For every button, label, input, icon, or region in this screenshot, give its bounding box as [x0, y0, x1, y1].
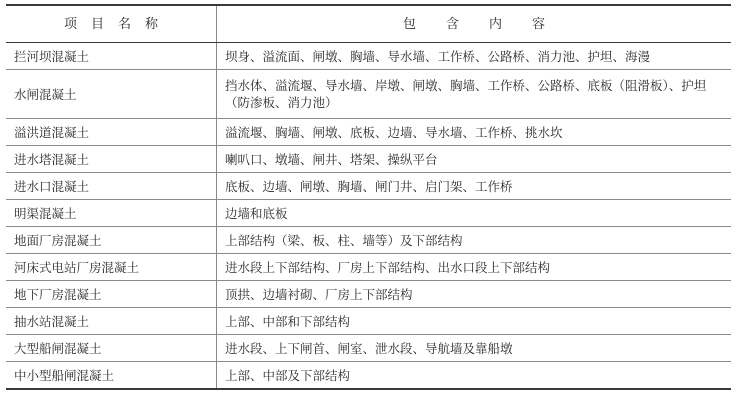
table-row: [6, 43, 731, 70]
row-item-name: 河床式电站厂房混凝土: [6, 254, 217, 281]
row-content: 进水段、上下闸首、闸室、泄水段、导航墙及靠船墩: [217, 335, 732, 362]
row-item-name: 进水塔混凝土: [6, 146, 217, 173]
row-content: 边墙和底板: [217, 200, 732, 227]
table-row: [6, 200, 731, 227]
row-item-name: 地下厂房混凝土: [6, 281, 217, 308]
table-row: [6, 254, 731, 281]
row-content: 进水段上下部结构、厂房上下部结构、出水口段上下部结构: [217, 254, 732, 281]
row-content: 坝身、溢流面、闸墩、胸墙、导水墙、工作桥、公路桥、消力池、护坦、海漫: [217, 43, 732, 70]
table-row: [6, 146, 731, 173]
row-content: 上部、中部及下部结构: [217, 362, 732, 390]
row-content: 上部、中部和下部结构: [217, 308, 732, 335]
table-row: [6, 308, 731, 335]
row-item-name: 大型船闸混凝土: [6, 335, 217, 362]
table-row: [6, 362, 731, 390]
table-row: [6, 227, 731, 254]
row-item-name: 水闸混凝土: [6, 70, 217, 119]
table-row: [6, 70, 731, 119]
row-content: 喇叭口、墩墙、闸井、塔架、操纵平台: [217, 146, 732, 173]
table-row: [6, 281, 731, 308]
row-content: 溢流堰、胸墙、闸墩、底板、边墙、导水墙、工作桥、挑水坎: [217, 119, 732, 146]
header-item-name: 项目名称: [6, 5, 217, 43]
row-content: 挡水体、溢流堰、导水墙、岸墩、闸墩、胸墙、工作桥、公路桥、底板（阻滑板）、护坦（防渗板、消力池）: [217, 70, 732, 119]
row-item-name: 拦河坝混凝土: [6, 43, 217, 70]
row-item-name: 明渠混凝土: [6, 200, 217, 227]
row-item-name: 抽水站混凝土: [6, 308, 217, 335]
row-item-name: 地面厂房混凝土: [6, 227, 217, 254]
table-header: [6, 5, 731, 43]
row-item-name: 进水口混凝土: [6, 173, 217, 200]
concrete-items-table: [6, 4, 731, 390]
concrete-items-table-container: [6, 4, 731, 390]
table-row: [6, 335, 731, 362]
table-row: [6, 119, 731, 146]
row-content: 上部结构（梁、板、柱、墙等）及下部结构: [217, 227, 732, 254]
row-item-name: 中小型船闸混凝土: [6, 362, 217, 390]
header-content: 包含内容: [217, 5, 732, 43]
row-item-name: 溢洪道混凝土: [6, 119, 217, 146]
row-content: 顶拱、边墙衬砌、厂房上下部结构: [217, 281, 732, 308]
table-body: [6, 43, 731, 390]
row-content: 底板、边墙、闸墩、胸墙、闸门井、启门架、工作桥: [217, 173, 732, 200]
table-row: [6, 173, 731, 200]
header-row: [6, 5, 731, 43]
